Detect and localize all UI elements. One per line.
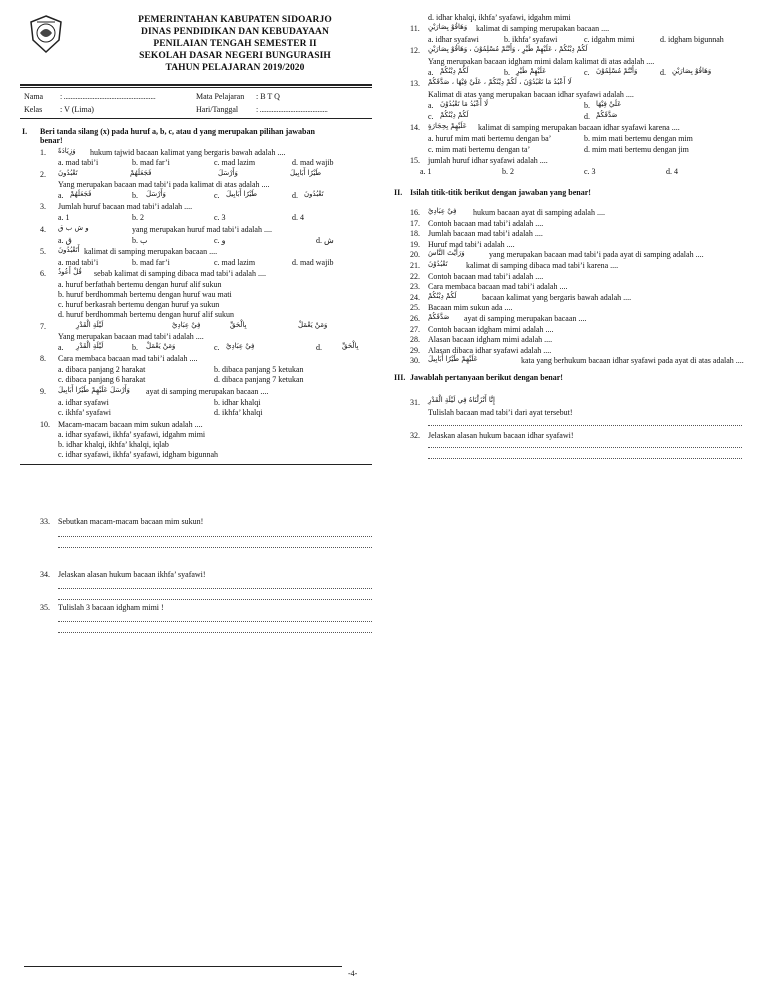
q9-number: 9.	[40, 387, 46, 396]
identity-rule	[20, 118, 372, 119]
section2-item-number: 29.	[410, 346, 420, 355]
q35-text: Tulislah 3 bacaan idgham mimi !	[58, 603, 164, 612]
section2-item-text: bacaan kalimat yang bergaris bawah adalah ....	[482, 293, 632, 302]
q11-option-d[interactable]: d. idgham bigunnah	[660, 35, 724, 44]
q13-option-b-arabic: عَلَيْ فِيْهَا	[596, 100, 622, 108]
q35-number: 35.	[40, 603, 50, 612]
section3-number: III.	[394, 373, 406, 382]
q11-option-b[interactable]: b. ikhfa’ syafawi	[504, 35, 558, 44]
q2-option-a[interactable]: a.	[58, 191, 64, 200]
q11-number: 11.	[410, 24, 420, 33]
q9-arabic: وَأَرْسَلَ عَلَيْهِمْ طَيْرًا أَبَابِيلَ	[58, 386, 130, 394]
q5-option-c[interactable]: c. mad lazim	[214, 258, 256, 267]
q6-arabic: قُلْ أَعُوذُ	[58, 268, 82, 276]
header-rule-thick	[20, 84, 372, 86]
header-line-4: SEKOLAH DASAR NEGERI BUNGURASIH	[139, 51, 331, 61]
q14-option-d[interactable]: d. mim mati bertemu dengan jim	[584, 145, 689, 154]
section2-item-number: 20.	[410, 250, 420, 259]
section2-item-number: 27.	[410, 325, 420, 334]
q13-text: Kalimat di atas yang merupakan bacaan idhar syafawi adalah ....	[428, 90, 634, 99]
q8-option-c[interactable]: c. dibaca panjang 6 harakat	[58, 375, 146, 384]
q5-text: kalimat di samping merupakan bacaan ....	[84, 247, 218, 256]
q14-option-c[interactable]: c. mim mati bertemu dengan ta’	[428, 145, 531, 154]
q4-number: 4.	[40, 225, 46, 234]
section2-item-number: 21.	[410, 261, 420, 270]
q12-option-c-arabic: وَأَنْتُمْ مُسْلِمُوْنَ	[596, 67, 638, 75]
q7-option-c-arabic: فِيْ عِبَادِيْ	[226, 342, 255, 350]
q4-option-b[interactable]: b. ب	[132, 236, 148, 245]
q31-text: Tulislah bacaan mad tabi’i dari ayat tersebut!	[428, 408, 573, 417]
section2-item-number: 18.	[410, 229, 420, 238]
q6-option-a[interactable]: a. huruf berfathah bertemu dengan huruf alif sukun	[58, 280, 222, 289]
section2-item-arabic: لَكُمْ دِيْنُكُمْ	[428, 292, 457, 300]
q34-answer-line-1[interactable]	[58, 588, 372, 589]
q4-arabic: و ش ب ق	[58, 224, 89, 232]
q9-option-b[interactable]: b. idhar khalqi	[214, 398, 261, 407]
left-column-end-rule	[20, 464, 372, 465]
q1-arabic: وَزِيَادَةً	[58, 147, 76, 155]
section2-item-text: Bacaan mim sukun ada ....	[428, 303, 513, 312]
q31-arabic: إِنَّا أَنْزَلْنَاهُ فِي لَيْلَةِ الْقَدْرِ	[428, 396, 495, 404]
q10-option-d[interactable]: d. idhar khalqi, ikhfa’ syafawi, idgahm mimi	[428, 13, 571, 22]
section1-instruction-cont: benar!	[40, 136, 63, 145]
section1-number: I.	[22, 127, 28, 136]
section2-item-number: 26.	[410, 314, 420, 323]
section2-item-number: 17.	[410, 219, 420, 228]
q12-text: Yang merupakan bacaan idgham mimi dalam kalimat di atas adalah ....	[428, 57, 655, 66]
section2-item-number: 24.	[410, 293, 420, 302]
q8-option-d[interactable]: d. dibaca panjang 7 ketukan	[214, 375, 304, 384]
q6-option-b[interactable]: b. huruf berdhommah bertemu dengan huruf wau mati	[58, 290, 232, 299]
q31-answer-line-1[interactable]	[428, 425, 742, 426]
q15-text: jumlah huruf idhar syafawi adalah ....	[428, 156, 548, 165]
q13-number: 13.	[410, 79, 420, 88]
q6-text: sebab kalimat di samping dibaca mad tabi’i adalah ....	[94, 269, 266, 278]
q7-arabic-4: وَمَنْ يَعْمَلْ	[298, 321, 328, 329]
q13-option-d-arabic: صَدَّقَكُمْ	[596, 111, 618, 119]
q4-option-a[interactable]: a. ق	[58, 236, 72, 245]
q5-option-d[interactable]: d. mad wajib	[292, 258, 334, 267]
q12-option-c[interactable]: c.	[584, 68, 590, 77]
section2-item-number: 19.	[410, 240, 420, 249]
q12-option-a-arabic: لَكُمْ دِيْنُكُمْ	[440, 67, 469, 75]
q13-option-c-arabic: لَكُمْ دِيْنُكُمْ	[440, 111, 469, 119]
q10-text: Macam-macam bacaan mim sukun adalah ....	[58, 420, 203, 429]
section2-item-text: Contoh bacaan mad tabi’i adalah ....	[428, 219, 544, 228]
q6-option-c[interactable]: c. huruf berkasrah bertemu dengan huruf ya sukun	[58, 300, 220, 309]
q7-option-b[interactable]: b.	[132, 343, 138, 352]
q14-number: 14.	[410, 123, 420, 132]
q12-option-b[interactable]: b.	[504, 68, 510, 77]
q14-option-b[interactable]: b. mim mati bertemu dengan mim	[584, 134, 693, 143]
q6-number: 6.	[40, 269, 46, 278]
section2-item-number: 25.	[410, 303, 420, 312]
q5-option-b[interactable]: b. mad far’i	[132, 258, 170, 267]
section2-item-text: kalimat di samping dibaca mad tabi’i karena ....	[466, 261, 619, 270]
q14-arabic: عَلَيْهِمْ بِحِجَارَةٍ	[428, 122, 467, 130]
q2-option-d[interactable]: d.	[292, 191, 298, 200]
q5-number: 5.	[40, 247, 46, 256]
q7-arabic-3: بِالْحَقِّ	[230, 321, 247, 329]
q2-arabic: تَعْبُدُونَ	[58, 169, 78, 177]
section2-item-text: Alasan dibaca idhar syafawi adalah ....	[428, 346, 552, 355]
section2-number: II.	[394, 188, 403, 197]
q7-option-b-arabic: وَمَنْ يَعْمَلْ	[146, 342, 176, 350]
q5-option-a[interactable]: a. mad tabi’i	[58, 258, 99, 267]
q5-arabic: أَتَعْبُدُونَ	[58, 246, 80, 254]
page-number: -4-	[348, 969, 358, 978]
q2-option-d-arabic: تَعْبُدُونَ	[304, 190, 324, 198]
q15-number: 15.	[410, 156, 420, 165]
section3-instruction: Jawablah pertanyaan berikut dengan benar!	[410, 373, 563, 382]
mapel-label: Mata Pelajaran	[196, 92, 245, 101]
header-line-1: PEMERINTAHAN KABUPATEN SIDOARJO	[138, 15, 332, 25]
section2-item-text: Huruf mad tabi’i adalah ....	[428, 240, 515, 249]
q9-option-c[interactable]: c. ikhfa’ syafawi	[58, 408, 111, 417]
q10-option-b[interactable]: b. idhar khalqi, ikhfa’ khalqi, iqlab	[58, 440, 169, 449]
section2-item-text: Cara membaca bacaan mad tabi’i adalah ....	[428, 282, 568, 291]
section1-instruction: Beri tanda silang (x) pada huruf a, b, c, atau d yang merupakan pilihan jawaban	[40, 127, 315, 136]
q13-option-b[interactable]: b.	[584, 101, 590, 110]
q15-option-c[interactable]: c. 3	[584, 167, 596, 176]
q6-option-d[interactable]: d. huruf berdhommah bertemu dengan huruf alif sukun	[58, 310, 234, 319]
q7-text: Yang merupakan bacaan mad tabi’i adalah ....	[58, 332, 204, 341]
q7-option-d-arabic: بِالْحَقِّ	[342, 342, 359, 350]
q1-text: hukum tajwid bacaan kalimat yang bergaris bawah adalah ....	[90, 148, 286, 157]
q1-option-c[interactable]: c. mad lazim	[214, 158, 256, 167]
q7-number: 7.	[40, 322, 46, 331]
q33-answer-line-2[interactable]	[58, 547, 372, 548]
section2-item-text: kata yang berhukum bacaan idhar syafawi pada ayat di atas adalah ....	[521, 356, 744, 365]
q3-number: 3.	[40, 202, 46, 211]
q3-option-c[interactable]: c. 3	[214, 213, 226, 222]
q8-option-b[interactable]: b. dibaca panjang 5 ketukan	[214, 365, 304, 374]
q9-text: ayat di samping merupakan bacaan ....	[146, 387, 269, 396]
q10-option-c[interactable]: c. idhar syafawi, ikhfa’ syafawi, idgham bigunnah	[58, 450, 219, 459]
q33-answer-line-1[interactable]	[58, 536, 372, 537]
q10-number: 10.	[40, 420, 50, 429]
section2-item-number: 16.	[410, 208, 420, 217]
q13-arabic: لَا أَعْبُدُ مَا تَعْبُدُوْنَ ، لَكُمْ دِيْنُكُمْ ، عَلَيْ فِيْهَا ، صَدَّقَكُمْ	[428, 78, 572, 86]
q2-arabic-3: وَأَرْسَلَ	[218, 169, 238, 177]
school-header	[90, 14, 380, 74]
section2-item-number: 28.	[410, 335, 420, 344]
header-line-2: DINAS PENDIDIKAN DAN KEBUDAYAAN	[141, 27, 329, 37]
section2-item-arabic: فِيْ عِبَادِيْ	[428, 207, 457, 215]
q3-option-a[interactable]: a. 1	[58, 213, 70, 222]
q2-text: Yang merupakan bacaan mad tabi’i pada kalimat di atas adalah ....	[58, 180, 270, 189]
q2-arabic-4: طَيْرًا أَبَابِيلَ	[290, 169, 322, 177]
hari-label: Hari/Tanggal	[196, 105, 239, 114]
q7-option-a[interactable]: a.	[58, 343, 64, 352]
q2-number: 2.	[40, 170, 46, 179]
q2-option-a-arabic: فَجَعَلَهُمْ	[70, 190, 92, 198]
section2-item-number: 22.	[410, 272, 420, 281]
q4-option-d[interactable]: d. ش	[316, 236, 334, 245]
q13-option-c[interactable]: c.	[428, 112, 434, 121]
section2-item-arabic: صَدَّقَكُمْ	[428, 313, 450, 321]
q32-answer-line-2[interactable]	[428, 458, 742, 459]
section2-item-text: Contoh bacaan mad tabi’i adalah ....	[428, 272, 544, 281]
sidoarjo-emblem-logo	[28, 14, 64, 54]
q12-option-d[interactable]: d.	[660, 68, 666, 77]
q7-option-d[interactable]: d.	[316, 343, 322, 352]
q13-option-a-arabic: لَا أَعْبُدُ مَا تَعْبُدُوْنَ	[440, 100, 489, 108]
section2-item-text: Jumlah bacaan mad tabi’i adalah ....	[428, 229, 543, 238]
header-line-3: PENILAIAN TENGAH SEMESTER II	[153, 39, 317, 49]
q8-text: Cara membaca bacaan mad tabi’i adalah ....	[58, 354, 198, 363]
q1-option-a[interactable]: a. mad tabi’i	[58, 158, 99, 167]
nama-label: Nama	[24, 92, 44, 101]
section2-item-text: ayat di samping merupakan bacaan ....	[464, 314, 587, 323]
q13-option-a[interactable]: a.	[428, 101, 434, 110]
q11-text: kalimat di samping merupakan bacaan ....	[476, 24, 610, 33]
header-line-5: TAHUN PELAJARAN 2019/2020	[165, 63, 305, 73]
q14-option-a[interactable]: a. huruf mim mati bertemu dengan ba’	[428, 134, 552, 143]
q11-option-a[interactable]: a. idhar syafawi	[428, 35, 479, 44]
q3-option-d[interactable]: d. 4	[292, 213, 304, 222]
q33-number: 33.	[40, 517, 50, 526]
q8-number: 8.	[40, 354, 46, 363]
section2-item-text: Contoh bacaan idgham mimi adalah ....	[428, 325, 554, 334]
q9-option-a[interactable]: a. idhar syafawi	[58, 398, 109, 407]
q32-text: Jelaskan alasan hukum bacaan idhar syafawi!	[428, 431, 574, 440]
q35-answer-line-1[interactable]	[58, 621, 372, 622]
mapel-value: : B T Q	[256, 92, 280, 101]
nama-field[interactable]: : ......................................................	[60, 92, 156, 101]
q2-option-c-arabic: طَيْرًا أَبَابِيلَ	[226, 190, 258, 198]
q2-arabic-2: فَجَعَلَهُمْ	[130, 169, 152, 177]
q1-option-d[interactable]: d. mad wajib	[292, 158, 334, 167]
q2-option-c[interactable]: c.	[214, 191, 220, 200]
q12-arabic: لَكُمْ دِيْنُكُمْ ، عَلَيْهِمْ طَيْرٍ ، وَأَنْتُمْ مُسْلِمُوْنَ ، وَهَاقُوْ بِصَارَيْنِ	[428, 45, 588, 53]
section2-item-arabic: تَعْبُدُوْنَ	[428, 260, 448, 268]
section2-item-text: hukum bacaan ayat di samping adalah ....	[473, 208, 605, 217]
q34-number: 34.	[40, 570, 50, 579]
q4-option-c[interactable]: c. و	[214, 236, 226, 245]
header-rule-thin	[20, 87, 372, 88]
kelas-value: : V (Lima)	[60, 105, 94, 114]
q2-option-b-arabic: وَأَرْسَلَ	[146, 190, 166, 198]
q32-answer-line-1[interactable]	[428, 447, 742, 448]
q34-text: Jelaskan alasan hukum bacaan ikhfa’ syafawi!	[58, 570, 206, 579]
q1-number: 1.	[40, 148, 46, 157]
footer-rule	[24, 966, 342, 967]
q34-answer-line-2[interactable]	[58, 599, 372, 600]
q9-option-d[interactable]: d. ikhfa’ khalqi	[214, 408, 263, 417]
section2-item-arabic: عَلَيْهِمْ طَيْرًا أَبَابِيلَ	[428, 355, 478, 363]
q12-option-d-arabic: وَهَاقُوْ بِصَارَيْنِ	[672, 67, 712, 75]
q11-arabic: وَهَاقُوْ بِصَارَيْنِ	[428, 23, 468, 31]
q3-option-b[interactable]: b. 2	[132, 213, 144, 222]
q15-option-a[interactable]: a. 1	[420, 167, 432, 176]
q1-option-b[interactable]: b. mad far’i	[132, 158, 170, 167]
q15-option-b[interactable]: b. 2	[502, 167, 514, 176]
q32-number: 32.	[410, 431, 420, 440]
q10-option-a[interactable]: a. idhar syafawi, ikhfa’ syafawi, idgahm mimi	[58, 430, 206, 439]
q33-text: Sebutkan macam-macam bacaan mim sukun!	[58, 517, 204, 526]
kelas-label: Kelas	[24, 105, 43, 114]
q12-option-b-arabic: عَلَيْهِمْ طَيْرٍ	[516, 67, 547, 75]
q7-option-a-arabic: لَيْلَةِ الْقَدْرِ	[76, 342, 104, 350]
section2-item-text: yang merupakan bacaan mad tabi’i pada ayat di samping adalah ....	[489, 250, 704, 259]
q12-number: 12.	[410, 46, 420, 55]
section2-item-number: 23.	[410, 282, 420, 291]
q14-text: kalimat di samping merupakan bacaan idhar syafawi karena ....	[478, 123, 680, 132]
q12-option-a[interactable]: a.	[428, 68, 434, 77]
q3-text: Jumlah huruf bacaan mad tabi’i adalah ....	[58, 202, 193, 211]
q11-option-c[interactable]: c. idgahm mimi	[584, 35, 635, 44]
q7-arabic-2: فِيْ عِبَادِيْ	[172, 321, 201, 329]
q8-option-a[interactable]: a. dibaca panjang 2 harakat	[58, 365, 146, 374]
q4-text: yang merupakan huruf mad tabi’i adalah ....	[132, 225, 272, 234]
q13-option-d[interactable]: d.	[584, 112, 590, 121]
section2-instruction: Isilah titik-titik berikut dengan jawaban yang benar!	[410, 188, 591, 197]
q2-option-b[interactable]: b.	[132, 191, 138, 200]
section2-item-number: 30.	[410, 356, 420, 365]
q7-arabic-1: لَيْلَةِ الْقَدْرِ	[76, 321, 104, 329]
q7-option-c[interactable]: c.	[214, 343, 220, 352]
section2-item-text: Alasan bacaan idgham mimi adalah ....	[428, 335, 553, 344]
q15-option-d[interactable]: d. 4	[666, 167, 678, 176]
section2-item-arabic: وَرَأَيْتَ النَّاسَ	[428, 249, 465, 257]
q31-number: 31.	[410, 398, 420, 407]
q35-answer-line-2[interactable]	[58, 632, 372, 633]
hari-field[interactable]: : ........................................	[256, 105, 328, 114]
